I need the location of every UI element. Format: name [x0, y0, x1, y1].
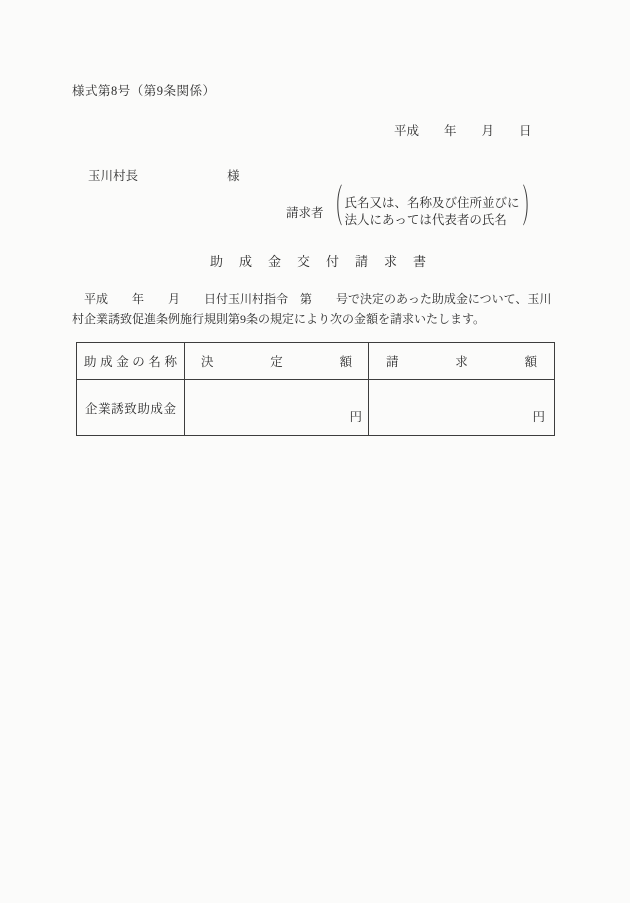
- issue-date-line: 平成 年 月 日: [394, 124, 532, 138]
- requester-section: [286, 186, 538, 235]
- body-paragraph-line: 村企業誘致促進条例施行規則第9条の規定により次の金額を請求いたします。: [72, 311, 486, 326]
- grant-table: [76, 342, 555, 436]
- cell-decided-amount: [185, 380, 369, 435]
- requester-note-line1: 氏名又は、名称及び住所並びに: [344, 196, 520, 210]
- cell-requested-amount: [369, 380, 554, 435]
- addressee-name: 玉川村長: [88, 169, 139, 183]
- document-title: 助成金交付請求書: [209, 254, 442, 269]
- header-requested-amount: 請 求 額: [386, 355, 537, 369]
- requester-bracket-close: ）: [521, 186, 538, 235]
- requested-amount-unit: 円: [532, 410, 545, 424]
- requester-note-line2: 法人にあっては代表者の氏名: [344, 213, 507, 227]
- header-decided-amount: 決 定 額: [185, 343, 369, 379]
- grant-table-data-row: [77, 380, 554, 435]
- form-number: 様式第8号（第9条関係）: [72, 84, 216, 98]
- grant-table-header-row: [77, 343, 554, 380]
- addressee-line: [88, 166, 240, 184]
- addressee-honorific: 様: [227, 169, 240, 183]
- cell-grant-name: 企 業 誘 致 助 成 金: [77, 380, 185, 435]
- requester-bracket-open: （: [326, 186, 343, 235]
- decided-amount-unit: 円: [349, 410, 362, 424]
- requester-label: 請求者: [286, 206, 324, 220]
- body-paragraph: [72, 290, 564, 329]
- body-paragraph-line: 平成 年 月 日付玉川村指令 第 号で決定のあった助成金について、玉川: [72, 292, 552, 306]
- requester-note: [345, 195, 520, 229]
- header-grant-name: 助 成 金 の 名 称: [77, 343, 185, 379]
